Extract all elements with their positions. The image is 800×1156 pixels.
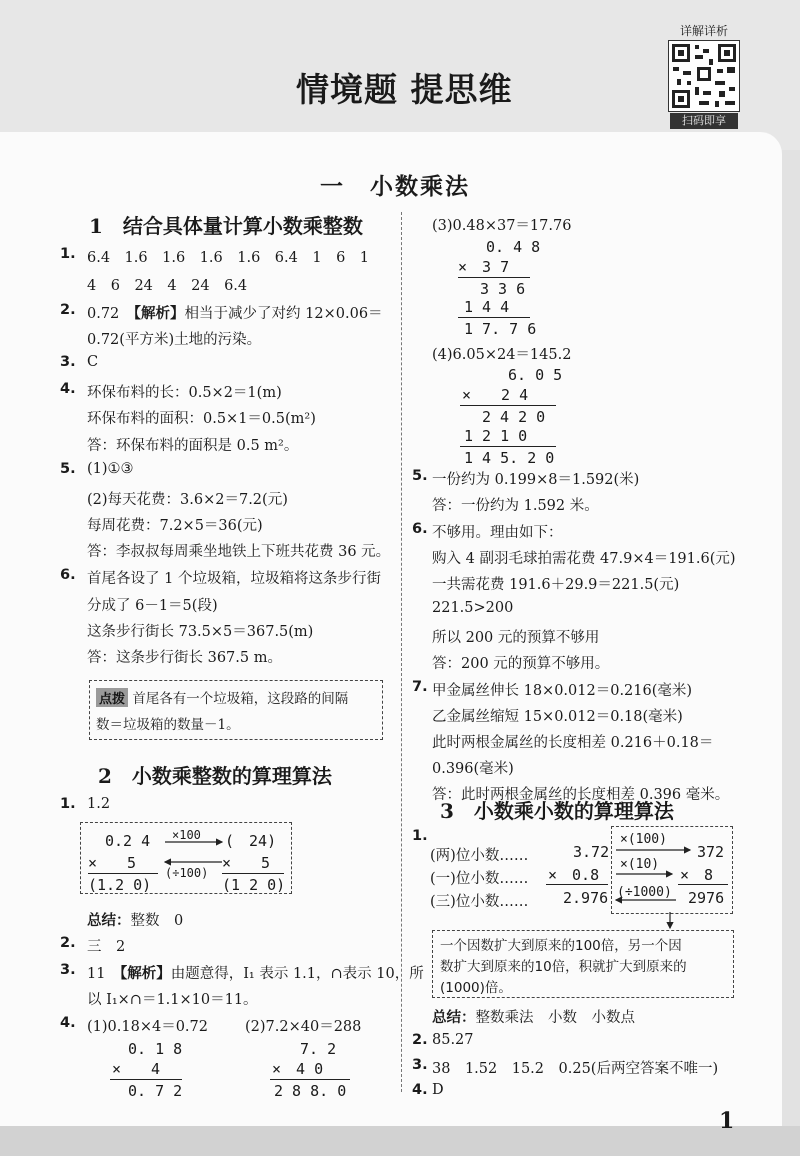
q2-answer: 0.72 bbox=[87, 306, 134, 322]
r-q4-3-head: (3)0.48×37＝17.76 bbox=[432, 218, 572, 234]
s2-calc-a2: × 5 bbox=[88, 854, 137, 872]
q3-number: 3. bbox=[60, 354, 76, 370]
s2-calc-a1: 0.2 4 bbox=[105, 832, 151, 850]
s2-calc-op2: (÷100) bbox=[165, 866, 209, 880]
r-q6-number: 6. bbox=[412, 521, 428, 537]
s3-q1-number: 1. bbox=[412, 828, 428, 844]
r-q5-line-2: 答：一份约为 1.592 米。 bbox=[432, 498, 599, 514]
s3-q4-answer: D bbox=[432, 1082, 444, 1098]
q4-number: 4. bbox=[60, 381, 76, 397]
r-q5-number: 5. bbox=[412, 468, 428, 484]
s3-y1: 372 bbox=[697, 843, 725, 861]
q4-line-1: 环保布料的长：0.5×2＝1(m) bbox=[87, 385, 282, 401]
q4-line-3: 答：环保布料的面积是 0.5 m²。 bbox=[87, 438, 299, 454]
q6-line-2: 分成了 6－1＝5(段) bbox=[87, 598, 218, 614]
v1-product: 0. 7 2 bbox=[128, 1082, 183, 1100]
s3-q2-answer: 85.27 bbox=[432, 1032, 474, 1048]
s3-x3: 2.976 bbox=[563, 889, 609, 907]
s2-calc-b3: (1 2 0) bbox=[222, 876, 286, 894]
s3-summary-label: 总结： bbox=[432, 1009, 476, 1026]
r-q5-line-1: 一份约为 0.199×8＝1.592(米) bbox=[432, 472, 640, 488]
q2-analysis-tag: 【解析】 bbox=[133, 305, 185, 322]
tip-tag: 点拨 bbox=[96, 688, 128, 707]
s2-calc-b2: × 5 bbox=[222, 854, 271, 872]
s3-op1: ×(100) bbox=[620, 832, 667, 847]
s2-q3-analysis: 由题意得，I₁ 表示 1.1，∩表示 10，所 bbox=[170, 966, 424, 982]
s3-row-3: (三)位小数…… bbox=[430, 894, 529, 910]
s3-op2: ×(10) bbox=[620, 857, 660, 872]
r-q7-line-3: 此时两根金属丝的长度相差 0.216＋0.18＝ bbox=[432, 735, 714, 751]
q2-analysis: 相当于减少了对约 12×0.06＝ bbox=[184, 306, 383, 322]
s2-q1-answer: 1.2 bbox=[87, 796, 111, 812]
s2-q3-analysis-tag: 【解析】 bbox=[119, 965, 171, 982]
q6-number: 6. bbox=[60, 567, 76, 583]
r-q6-line-3: 一共需花费 191.6＋29.9＝221.5(元) bbox=[432, 577, 680, 593]
v2-multiplicand: 7. 2 bbox=[300, 1040, 337, 1058]
s3-row-2: (一)位小数…… bbox=[430, 871, 529, 887]
r-q6-line-1: 不够用。理由如下： bbox=[432, 525, 563, 541]
page-number: 1 bbox=[719, 1108, 735, 1134]
s2-q3-number: 3. bbox=[60, 962, 76, 978]
qr-caption: 详解详析 bbox=[680, 24, 729, 38]
s2-summary-label: 总结： bbox=[87, 912, 131, 929]
s3-row-1: (两)位小数…… bbox=[430, 848, 529, 864]
s2-calc-a3: (1.2 0) bbox=[88, 876, 152, 894]
s2-calc-b1: ( 24) bbox=[225, 832, 277, 850]
s3-explain-line-2: 数扩大到原来的10倍，积就扩大到原来的 bbox=[440, 959, 687, 975]
s2-q2-number: 2. bbox=[60, 935, 76, 951]
chapter-title: 一 小数乘法 bbox=[320, 173, 470, 200]
s3-q2-number: 2. bbox=[412, 1032, 428, 1048]
s2-q2-answer: 三 2 bbox=[87, 939, 126, 955]
tip-text-1: 首尾各有一个垃圾箱，这段路的间隔 bbox=[132, 691, 349, 707]
s2-q4-number: 4. bbox=[60, 1015, 76, 1031]
s3-op3: (÷1000) bbox=[617, 885, 672, 900]
r-q4-4-head: (4)6.05×24＝145.2 bbox=[432, 347, 572, 363]
q5-line-1: (1)①③ bbox=[87, 461, 134, 477]
section-title-3: 3 小数乘小数的算理算法 bbox=[440, 799, 674, 823]
m4-d: 1 2 1 0 bbox=[464, 427, 528, 445]
s3-y2: × 8 bbox=[680, 866, 714, 884]
r-q6-line-4: 221.5>200 bbox=[432, 600, 514, 616]
v2-multiplier: × 4 0 bbox=[272, 1060, 324, 1078]
m4-b: × 2 4 bbox=[462, 386, 529, 404]
q6-line-4: 答：这条步行街长 367.5 m。 bbox=[87, 650, 282, 666]
q1-line-2: 4 6 24 4 24 6.4 bbox=[87, 278, 248, 294]
s2-q3-line-2: 以 I₁×∩＝1.1×10＝11。 bbox=[87, 992, 258, 1008]
qr-label: 扫码即享 bbox=[670, 113, 738, 129]
m4-a: 6. 0 5 bbox=[508, 366, 563, 384]
m4-c: 2 4 2 0 bbox=[482, 408, 546, 426]
r-q7-line-2: 乙金属丝缩短 15×0.012＝0.18(毫米) bbox=[432, 709, 683, 725]
s2-q4-part-2: (2)7.2×40＝288 bbox=[245, 1019, 362, 1035]
r-q6-line-5: 所以 200 元的预算不够用 bbox=[432, 630, 600, 646]
q3-answer: C bbox=[87, 354, 99, 370]
q4-line-2: 环保布料的面积：0.5×1＝0.5(m²) bbox=[87, 411, 316, 427]
header-title: 情境题 提思维 bbox=[296, 70, 513, 109]
q5-line-4: 答：李叔叔每周乘坐地铁上下班共花费 36 元。 bbox=[87, 544, 391, 560]
s2-q4-part-1: (1)0.18×4＝0.72 bbox=[87, 1019, 208, 1035]
s3-q3-number: 3. bbox=[412, 1057, 428, 1073]
q1-number: 1. bbox=[60, 246, 76, 262]
q1-line-1: 6.4 1.6 1.6 1.6 1.6 6.4 1 6 1 bbox=[87, 250, 370, 266]
s3-q3-answer: 38 1.52 15.2 0.25(后两空答案不唯一) bbox=[432, 1061, 719, 1077]
r-q6-line-2: 购入 4 副羽毛球拍需花费 47.9×4＝191.6(元) bbox=[432, 551, 736, 567]
m3-e: 1 7. 7 6 bbox=[464, 320, 537, 338]
m3-a: 0. 4 8 bbox=[486, 238, 541, 256]
q6-line-3: 这条步行街长 73.5×5＝367.5(m) bbox=[87, 624, 314, 640]
section-title-2: 2 小数乘整数的算理算法 bbox=[98, 764, 332, 788]
s3-x1: 3.72 bbox=[573, 843, 610, 861]
s3-explain-line-3: (1000)倍。 bbox=[440, 980, 512, 996]
section-title-1: 1 结合具体量计算小数乘整数 bbox=[89, 214, 363, 238]
v2-product: 2 8 8. 0 bbox=[274, 1082, 347, 1100]
s3-x2: × 0.8 bbox=[548, 866, 600, 884]
r-q7-line-4: 0.396(毫米) bbox=[432, 761, 514, 777]
q2-number: 2. bbox=[60, 302, 76, 318]
r-q7-line-1: 甲金属丝伸长 18×0.012＝0.216(毫米) bbox=[432, 683, 693, 699]
r-q6-line-6: 答：200 元的预算不够用。 bbox=[432, 656, 610, 672]
s2-summary-text: 整数 0 bbox=[130, 913, 184, 929]
m3-b: × 3 7 bbox=[458, 258, 510, 276]
m3-d: 1 4 4 bbox=[464, 298, 510, 316]
v1-multiplier: × 4 bbox=[112, 1060, 161, 1078]
s2-calc-op1: ×100 bbox=[172, 828, 201, 842]
m3-c: 3 3 6 bbox=[480, 280, 526, 298]
s2-q1-number: 1. bbox=[60, 796, 76, 812]
q5-line-3: 每周花费：7.2×5＝36(元) bbox=[87, 518, 263, 534]
r-q7-line-5: 答：此时两根金属丝的长度相差 0.396 毫米。 bbox=[432, 787, 730, 803]
s3-summary-text: 整数乘法 小数 小数点 bbox=[475, 1010, 635, 1026]
q2-line-2: 0.72(平方米)土地的污染。 bbox=[87, 332, 262, 348]
s3-explain-line-1: 一个因数扩大到原来的100倍，另一个因 bbox=[440, 938, 682, 954]
v1-multiplicand: 0. 1 8 bbox=[128, 1040, 183, 1058]
s3-q4-number: 4. bbox=[412, 1082, 428, 1098]
q5-line-2: (2)每天花费：3.6×2＝7.2(元) bbox=[87, 492, 288, 508]
q6-line-1: 首尾各设了 1 个垃圾箱，垃圾箱将这条步行街 bbox=[87, 571, 381, 587]
s2-q3-answer: 11 bbox=[87, 966, 120, 982]
q5-number: 5. bbox=[60, 461, 76, 477]
tip-line-2: 数＝垃圾箱的数量－1。 bbox=[96, 717, 240, 733]
m4-e: 1 4 5. 2 0 bbox=[464, 449, 555, 467]
s3-y3: 2976 bbox=[688, 889, 725, 907]
r-q7-number: 7. bbox=[412, 679, 428, 695]
